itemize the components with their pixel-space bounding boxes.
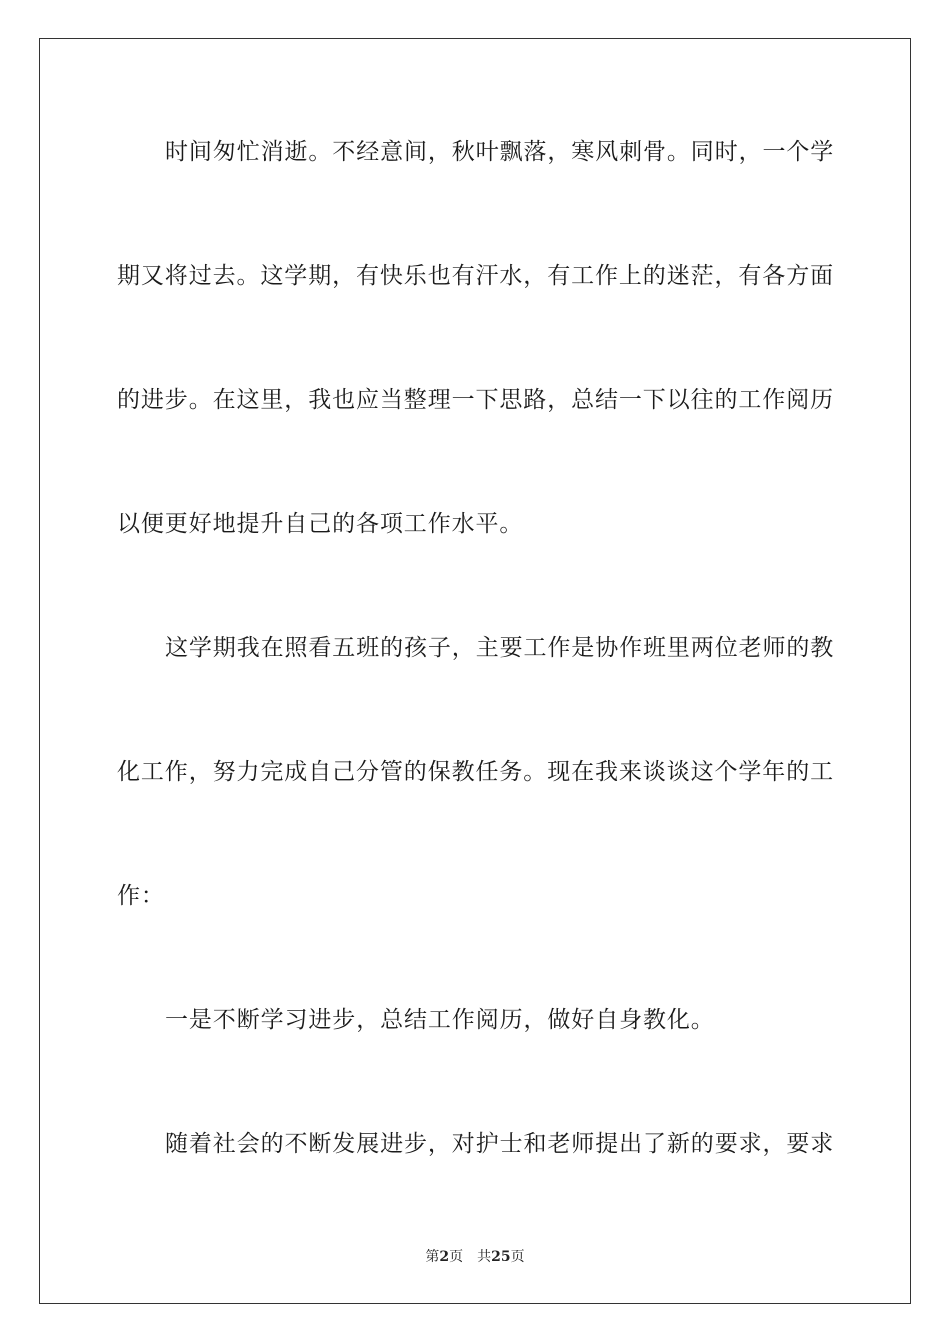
body-line-1: 时间匆忙消逝。不经意间，秋叶飘落，寒风刺骨。同时，一个学 [165, 139, 835, 165]
footer-total-suffix: 页 [510, 1249, 525, 1265]
footer-total-prefix: 共 [477, 1249, 492, 1265]
body-line-2: 期又将过去。这学期，有快乐也有汗水，有工作上的迷茫，有各方面 [117, 263, 834, 289]
body-line-3: 的进步。在这里，我也应当整理一下思路，总结一下以往的工作阅历 [117, 387, 834, 413]
page-frame [39, 38, 911, 1304]
body-line-6: 化工作，努力完成自己分管的保教任务。现在我来谈谈这个学年的工 [117, 759, 834, 785]
body-line-5: 这学期我在照看五班的孩子，主要工作是协作班里两位老师的教 [165, 635, 835, 661]
page-footer [0, 1248, 950, 1266]
footer-total-pages: 25 [491, 1249, 511, 1265]
footer-page-suffix: 页 [449, 1249, 464, 1265]
body-line-8: 一是不断学习进步，总结工作阅历，做好自身教化。 [165, 1007, 715, 1033]
body-line-4: 以便更好地提升自己的各项工作水平。 [117, 511, 524, 537]
footer-page-prefix: 第 [425, 1249, 440, 1265]
body-line-9: 随着社会的不断发展进步，对护士和老师提出了新的要求，要求 [165, 1131, 835, 1157]
body-line-7: 作： [117, 883, 165, 909]
footer-current-page: 2 [439, 1249, 450, 1265]
